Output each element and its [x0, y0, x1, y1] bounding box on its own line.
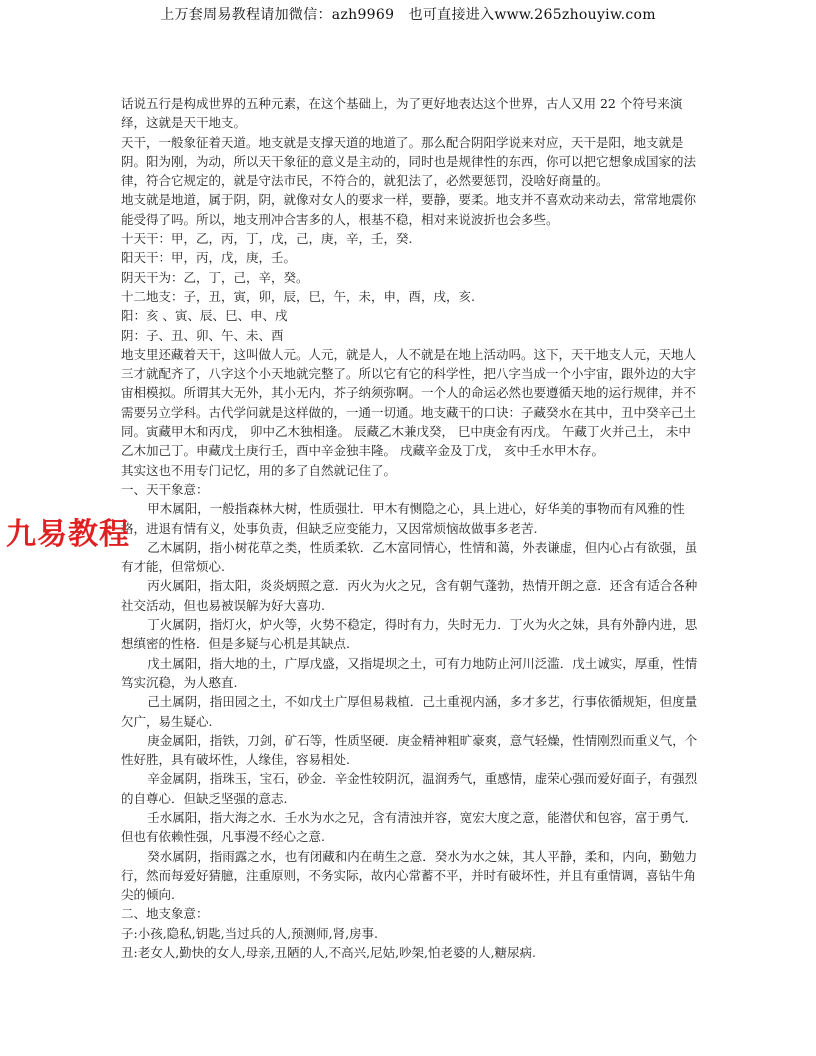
section-heading-branches: 二、地支象意： — [121, 906, 209, 922]
stem-xin: 辛金属阴，指珠玉，宝石，砂金．辛金性较阴沉，温润秀气，重感情，虚荣心强而爱好面子，有强烈的自尊心．但缺乏坚强的意志. — [121, 771, 698, 806]
yang-stems-line: 阳天干：甲，丙，戊，庚，壬。 — [121, 250, 297, 266]
tiangan-paragraph: 天干，一般象征着天道。地支就是支撑天道的地道了。那么配合阴阳学说来对应，天干是阳，地支就是阴。阳为刚，为动，所以天干象征的意义是主动的，同时也是规律性的东西，你可以把它想象成国家的法律，符合它规定的，就是守法市民，不符合的，就犯法了，必然要惩罚，没啥好商量的。 — [121, 134, 697, 189]
yin-stems-line: 阴天干为：乙，丁，己，辛，癸。 — [121, 269, 309, 285]
yang-branches-line: 阳：亥 、寅、辰、巳、申、戌 — [121, 308, 288, 324]
intro-paragraph: 话说五行是构成世界的五种元素，在这个基础上，为了更好地表达这个世界，古人又用 22 个符号来演绎，这就是天干地支。 — [121, 96, 683, 131]
twelve-branches-line: 十二地支：子，丑，寅，卯，辰，巳，午，未，申，酉，戌，亥. — [121, 288, 475, 304]
renyuan-paragraph: 地支里还藏着天干，这叫做人元。人元，就是人，人不就是在地上活动吗。这下，天干地支人元，天地人三才就配齐了，八字这个小天地就完整了。所以它有它的科学性，把八字当成一个小宇宙，跟外边的大宇宙相模拟。所谓其大无外，其小无内，芥子纳须弥啊。一个人的命运必然也要遵循天地的运行规律，并不需要另立学科。古代学问就是这样做的，一通一切通。地支藏干的口诀：子藏癸水在其中，丑中癸辛己土同。寅藏甲木和丙戊， 卯中乙木独相逢。 辰藏乙木兼戊癸， 巳中庚金有丙戊。 午藏丁火并己土， 未中乙木加己丁。申藏戊土庚行壬，酉中辛金独丰隆。 戌藏辛金及丁戊， 亥中壬水甲木存。 — [121, 346, 697, 459]
header-banner: 上万套周易教程请加微信：azh9969 也可直接进入www.265zhouyiw.com — [160, 7, 656, 23]
stem-jia: 甲木属阳，一般指森林大树，性质强壮．甲木有恻隐之心，具上进心，好华美的事物而有风雅的性格，进退有情有义，处事负责，但缺乏应变能力，又因常烦恼故做事多老苦. — [121, 501, 685, 536]
article-body — [121, 94, 699, 962]
yin-branches-line: 阴：子、丑、卯、午、未、酉 — [121, 327, 284, 343]
stem-gui: 癸水属阴，指雨露之水，也有闭藏和内在萌生之意．癸水为水之妹，其人平静，柔和，内向，勤勉力行，然而每爱好猜臆，注重原则，不务实际，故内心常蓄不平，并时有破坏性，并且有重情调，喜钻牛角尖的倾向. — [121, 848, 698, 903]
stem-ji: 己土属阴，指田园之土，不如戊土广厚但易栽植．己土重视内涵，多才多艺，行事依循规矩，但度量欠广，易生疑心. — [121, 694, 698, 729]
stem-ding: 丁火属阴，指灯火，炉火等，火势不稳定，得时有力，失时无力．丁火为火之妹，具有外静内进，思想缜密的性格．但是多疑与心机是其缺点. — [121, 617, 698, 652]
stem-geng: 庚金属阳，指铁，刀剑，矿石等，性质坚硬．庚金精神粗旷豪爽，意气轻燥，性情刚烈而重义气，个性好胜，具有破坏性，人缘佳，容易相处. — [121, 732, 698, 768]
stem-bing: 丙火属阳，指太阳，炎炎炳照之意．丙火为火之兄，含有朝气蓬勃，热情开朗之意．还含有适合各种社交活动，但也易被误解为好大喜功. — [121, 578, 698, 613]
branch-chou: 丑:老女人,勤快的女人,母亲,丑陋的人,不高兴,尼姑,吵架,怕老婆的人,糖尿病. — [121, 945, 536, 961]
dizhi-paragraph: 地支就是地道，属于阴，阴，就像对女人的要求一样，要静，要柔。地支并不喜欢动来动去，常常地震你能受得了吗。所以，地支刑冲合害多的人，根基不稳，相对来说波折也会多些。 — [121, 192, 697, 227]
section-heading-stems: 一、天干象意： — [121, 481, 209, 497]
memory-note: 其实这也不用专门记忆，用的多了自然就记住了。 — [121, 462, 397, 478]
stem-ren: 壬水属阳，指大海之水．壬水为水之兄，含有清浊并容，宽宏大度之意，能潜伏和包容，富于勇气．但也有依赖性强，凡事漫不经心之意. — [121, 809, 698, 845]
watermark-logo: 九易教程 — [6, 517, 130, 552]
stem-yi: 乙木属阴，指小树花草之类，性质柔软．乙木富同情心，性情和蔼，外表谦虚，但内心占有欲强，虽有才能，但常烦心. — [121, 539, 698, 575]
stem-wu: 戊土属阳，指大地的土，广厚戊盛，又指堤坝之土，可有力地防止河川泛滥．戊土诚实，厚重，性情笃实沉稳，为人憨直. — [121, 655, 698, 690]
branch-zi: 子:小孩,隐私,钥匙,当过兵的人,预测师,肾,房事. — [121, 925, 379, 941]
ten-stems-line: 十天干：甲，乙，丙，丁，戊，己，庚，辛，壬，癸. — [121, 231, 413, 247]
